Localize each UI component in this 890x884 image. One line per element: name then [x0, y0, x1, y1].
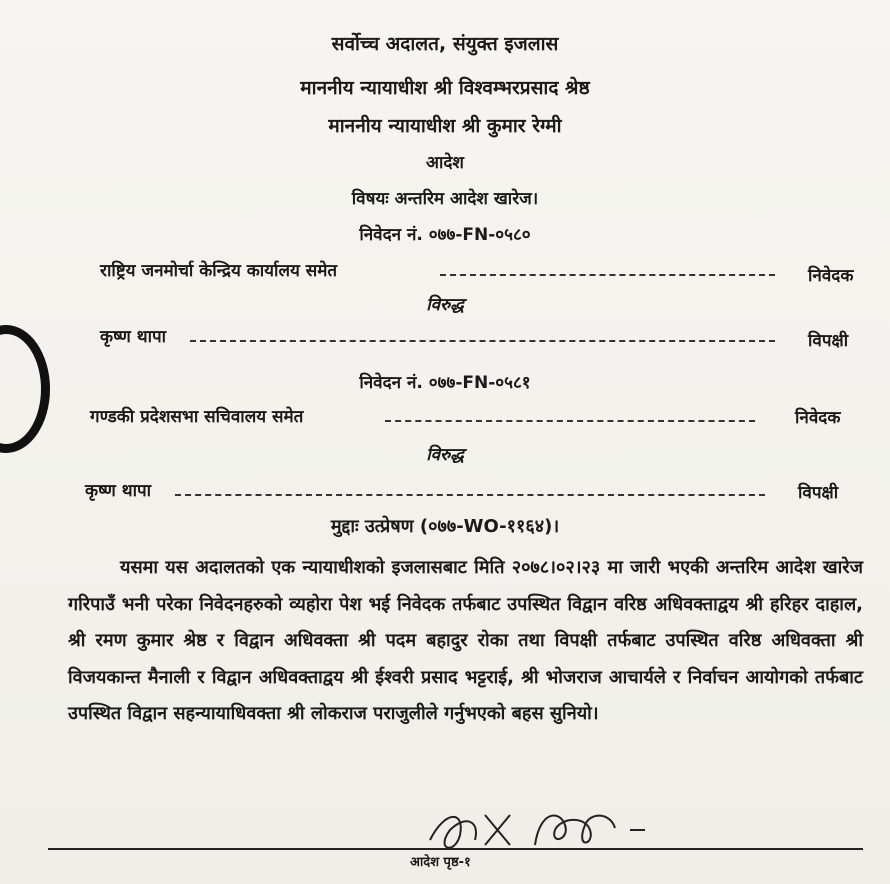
case1-petitioner-dash — [440, 274, 775, 276]
case2-petitioner-role: निवेदक — [795, 408, 841, 428]
judge-2: माननीय न्यायाधीश श्री कुमार रेग्मी — [328, 115, 562, 137]
doc-type: आदेश — [426, 153, 464, 173]
case2-versus: विरुद्ध — [426, 445, 464, 465]
court-title: सर्वोच्च अदालत, संयुक्त इजलास — [331, 33, 559, 55]
case1-respondent-role: विपक्षी — [808, 331, 849, 351]
case1-petitioner: राष्ट्रिय जनमोर्चा केन्द्रिय कार्यालय समेत — [100, 261, 338, 281]
body-paragraph: यसमा यस अदालतको एक न्यायाधीशको इजलासबाट मिति २०७८।०२।२३ मा जारी भएकी अन्तरिम आदेश खारेज गरिपाउँ भनी परेका निवेदनहरुको व्यहोरा पेश भई निवेदक तर्फबाट उपस्थित विद्वान वरिष्ठ अधिवक्ताद्वय श्री हरिहर दाहाल, श्री रमण कुमार श्रेष्ठ र विद्वान अधिवक्ता श्री पदम बहादुर रोका तथा विपक्षी तर्फबाट उपस्थित वरिष्ठ अधिवक्ता श्री विजयकान्त मैनाली र विद्वान अधिवक्ताद्वय श्री ईश्वरी प्रसाद भट्टराई, श्री भोजराज आचार्यले र निर्वाचन आयोगको तर्फबाट उपस्थित विद्वान सहन्यायाधिवक्ता श्री लोकराज पराजुलीले गर्नुभएको बहस सुनियो। — [68, 557, 863, 724]
case1-petitioner-role: निवेदक — [808, 266, 854, 286]
page-footer: आदेश पृष्ठ-१ — [410, 855, 471, 870]
case1-respondent-dash — [190, 340, 775, 342]
footer-rule — [48, 848, 863, 850]
case2-respondent: कृष्ण थापा — [85, 481, 152, 501]
subject: विषयः अन्तरिम आदेश खारेज। — [351, 189, 539, 209]
case2-petitioner: गण्डकी प्रदेशसभा सचिवालय समेत — [90, 407, 304, 427]
case1-respondent: कृष्ण थापा — [100, 327, 167, 347]
case2-petitioner-dash — [385, 420, 755, 422]
case1-number: निवेदन नं. ०७७-FN-०५८० — [359, 225, 531, 245]
case1-versus: विरुद्ध — [426, 295, 464, 315]
matter: मुद्दाः उत्प्रेषण (०७७-WO-११६४)। — [330, 516, 560, 537]
judge-1: माननीय न्यायाधीश श्री विश्वम्भरप्रसाद श्रेष्ठ — [300, 77, 590, 99]
case2-respondent-dash — [175, 494, 765, 496]
signature-image — [425, 800, 665, 860]
case2-respondent-role: विपक्षी — [798, 483, 839, 503]
case2-number: निवेदन नं. ०७७-FN-०५८१ — [359, 373, 531, 393]
